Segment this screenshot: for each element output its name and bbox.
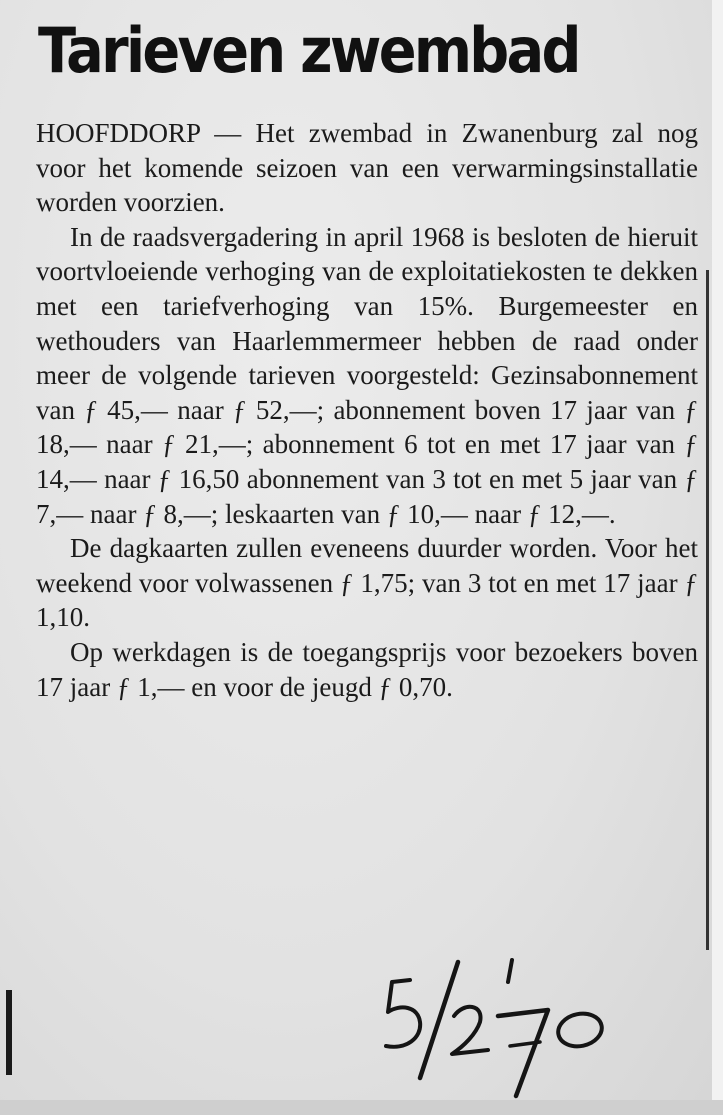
scan-margin-right	[712, 0, 723, 1115]
handwritten-digit-5	[386, 980, 420, 1047]
paper-edge-mark	[6, 990, 12, 1075]
handwritten-digit-7	[498, 1010, 548, 1096]
article-body	[36, 116, 698, 704]
article-paragraph-4: Op werkdagen is de toegangsprijs voor bezoekers boven 17 jaar ƒ 1,— en voor de jeugd ƒ 0,70.	[36, 636, 698, 702]
article-paragraph-3: De dagkaarten zullen eveneens duurder worden. Voor het weekend voor volwassenen ƒ 1,75; van 3 tot en met 17 jaar ƒ 1,10.	[36, 533, 698, 633]
handwritten-digit-2	[452, 1007, 488, 1054]
scan-margin-bottom	[0, 1100, 723, 1115]
handwritten-digit-0	[555, 1010, 605, 1050]
article-paragraph-1-text: — Het zwembad in Zwanenburg zal nog voor het komende seizoen van een verwarmingsinstallatie worden voorzien.	[36, 118, 699, 218]
dateline: HOOFDDORP	[36, 118, 201, 148]
handwritten-slash	[420, 962, 458, 1078]
article-paragraph-2: In de raadsvergadering in april 1968 is besloten de hieruit voortvloeiende verhoging van de exploitatiekosten te dekken met een tariefverhoging van 15%. Burgemeester en wethouders van Haarlemmermeer hebben de raad onder meer de volgende tarieven voorgesteld: Gezinsabonnement van ƒ 45,— naar ƒ 52,—; abonnement boven 17 jaar van ƒ 18,— naar ƒ 21,—; abonnement 6 tot en met 17 jaar van ƒ 14,— naar ƒ 16,50 abonnement van 3 tot en met 5 jaar van ƒ 7,— naar ƒ 8,—; leskaarten van ƒ 10,— naar ƒ 12,—.	[36, 221, 698, 529]
headline: Tarieven zwembad	[38, 14, 579, 87]
article-paragraph-1	[36, 116, 698, 220]
handwritten-apostrophe	[508, 960, 512, 982]
paper-edge-line	[706, 270, 709, 950]
handwritten-date	[380, 950, 620, 1100]
